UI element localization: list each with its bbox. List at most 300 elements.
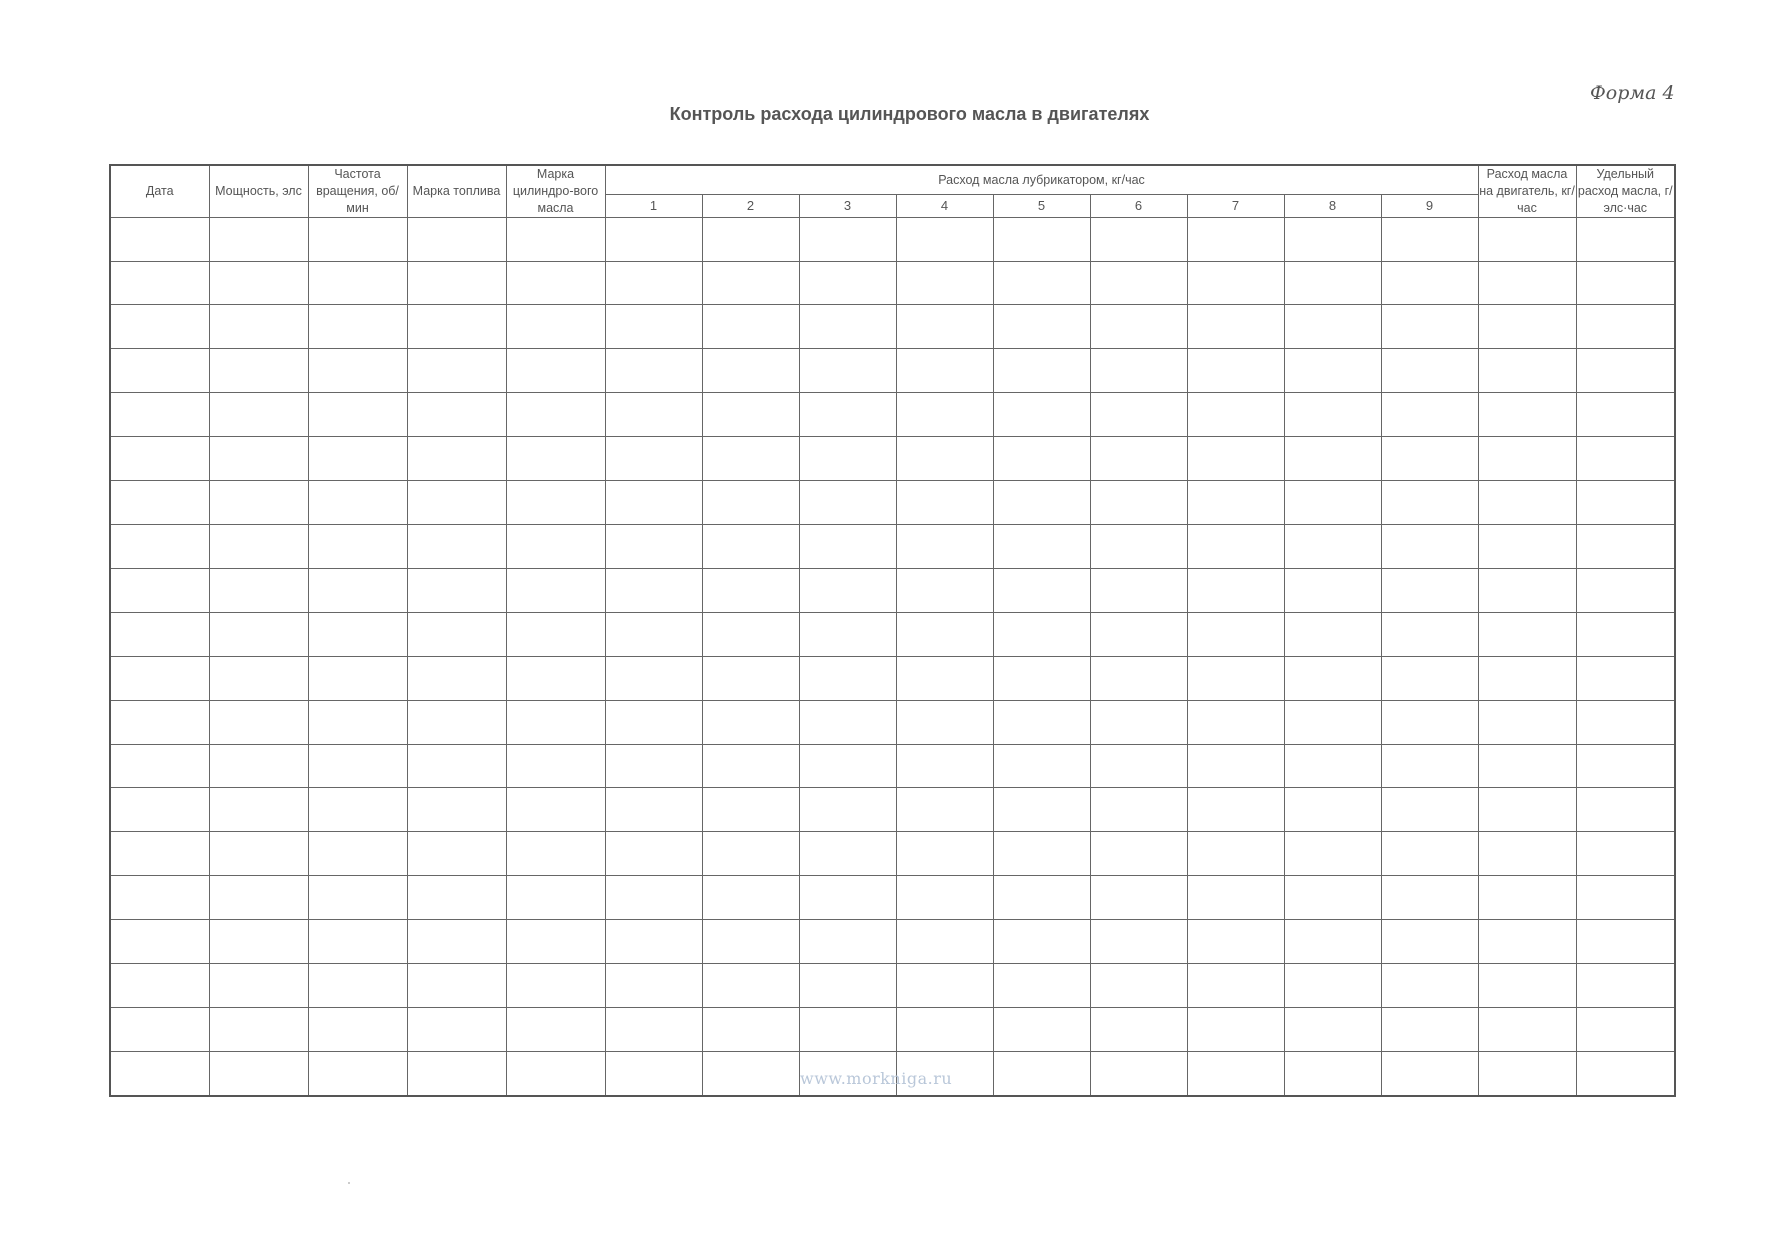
table-cell <box>110 393 209 437</box>
table-cell <box>506 524 605 568</box>
table-cell <box>896 305 993 349</box>
table-cell <box>1478 524 1576 568</box>
table-cell <box>993 964 1090 1008</box>
table-cell <box>1478 349 1576 393</box>
table-cell <box>1576 1051 1675 1096</box>
table-cell <box>506 393 605 437</box>
table-cell <box>1187 305 1284 349</box>
table-cell <box>209 656 308 700</box>
table-cell <box>993 261 1090 305</box>
table-cell <box>1284 920 1381 964</box>
table-cell <box>110 437 209 481</box>
table-cell <box>506 788 605 832</box>
table-cell <box>1187 744 1284 788</box>
table-cell <box>209 349 308 393</box>
table-cell <box>407 393 506 437</box>
header-lubricator-5: 5 <box>993 195 1090 218</box>
table-cell <box>1090 1007 1187 1051</box>
table-cell <box>1090 1051 1187 1096</box>
table-cell <box>1284 700 1381 744</box>
table-cell <box>799 261 896 305</box>
header-lubricator-9: 9 <box>1381 195 1478 218</box>
table-cell <box>896 920 993 964</box>
table-cell <box>209 700 308 744</box>
table-cell <box>209 612 308 656</box>
table-cell <box>799 876 896 920</box>
table-cell <box>110 612 209 656</box>
table-cell <box>506 217 605 261</box>
table-cell <box>1381 393 1478 437</box>
header-date: Дата <box>110 165 209 217</box>
table-row <box>110 1007 1675 1051</box>
table-cell <box>1478 217 1576 261</box>
table-cell <box>1090 744 1187 788</box>
table-cell <box>702 832 799 876</box>
table-cell <box>1284 656 1381 700</box>
table-cell <box>993 1007 1090 1051</box>
table-cell <box>799 217 896 261</box>
table-cell <box>993 788 1090 832</box>
table-cell <box>308 656 407 700</box>
table-cell <box>1187 349 1284 393</box>
table-cell <box>1478 1007 1576 1051</box>
header-rpm: Частота вращения, об/мин <box>308 165 407 217</box>
table-cell <box>1090 920 1187 964</box>
table-cell <box>1381 481 1478 525</box>
table-row <box>110 920 1675 964</box>
table-cell <box>1284 1051 1381 1096</box>
table-cell <box>308 832 407 876</box>
table-cell <box>1478 964 1576 1008</box>
table-cell <box>1187 437 1284 481</box>
table-cell <box>110 568 209 612</box>
table-cell <box>605 700 702 744</box>
table-cell <box>1187 568 1284 612</box>
table-cell <box>799 700 896 744</box>
table-cell <box>605 305 702 349</box>
table-cell <box>1576 920 1675 964</box>
table-row <box>110 305 1675 349</box>
table-cell <box>702 964 799 1008</box>
table-cell <box>1381 1051 1478 1096</box>
table-row <box>110 524 1675 568</box>
table-cell <box>605 349 702 393</box>
table-cell <box>605 437 702 481</box>
table-cell <box>702 261 799 305</box>
table-cell <box>1576 612 1675 656</box>
table-cell <box>799 481 896 525</box>
table-cell <box>506 1051 605 1096</box>
table-cell <box>896 876 993 920</box>
table-cell <box>407 788 506 832</box>
table-cell <box>110 481 209 525</box>
table-cell <box>993 832 1090 876</box>
table-cell <box>1284 305 1381 349</box>
table-cell <box>1187 920 1284 964</box>
header-lubricator-3: 3 <box>799 195 896 218</box>
table-cell <box>209 1051 308 1096</box>
table-cell <box>1187 217 1284 261</box>
table-cell <box>896 393 993 437</box>
table-cell <box>1381 568 1478 612</box>
table-cell <box>702 305 799 349</box>
table-cell <box>605 1007 702 1051</box>
table-cell <box>896 1007 993 1051</box>
table-cell <box>506 261 605 305</box>
table-cell <box>1576 832 1675 876</box>
table-cell <box>209 261 308 305</box>
table-cell <box>1090 612 1187 656</box>
table-cell <box>1284 568 1381 612</box>
table-cell <box>209 305 308 349</box>
table-cell <box>993 700 1090 744</box>
table-cell <box>308 964 407 1008</box>
table-cell <box>993 744 1090 788</box>
table-cell <box>993 612 1090 656</box>
table-cell <box>1284 437 1381 481</box>
table-cell <box>993 305 1090 349</box>
table-cell <box>993 524 1090 568</box>
table-cell <box>308 524 407 568</box>
table-cell <box>308 393 407 437</box>
table-cell <box>993 217 1090 261</box>
table-cell <box>1576 481 1675 525</box>
table-cell <box>1478 656 1576 700</box>
table-cell <box>407 261 506 305</box>
table-cell <box>209 964 308 1008</box>
form-number: Форма 4 <box>1590 82 1675 104</box>
table-cell <box>407 305 506 349</box>
table-cell <box>209 1007 308 1051</box>
table-cell <box>1381 305 1478 349</box>
table-cell <box>506 349 605 393</box>
table-cell <box>308 349 407 393</box>
table-cell <box>209 437 308 481</box>
table-cell <box>1478 612 1576 656</box>
table-cell <box>605 612 702 656</box>
table-body <box>110 217 1675 1096</box>
table-cell <box>209 920 308 964</box>
table-cell <box>1090 261 1187 305</box>
header-lubricator-8: 8 <box>1284 195 1381 218</box>
header-lubricator-2: 2 <box>702 195 799 218</box>
table-cell <box>407 568 506 612</box>
table-cell <box>605 1051 702 1096</box>
table-cell <box>993 481 1090 525</box>
table-cell <box>1187 1051 1284 1096</box>
table-cell <box>506 1007 605 1051</box>
table-cell <box>110 832 209 876</box>
table-cell <box>702 349 799 393</box>
table-cell <box>1381 524 1478 568</box>
table-cell <box>702 920 799 964</box>
table-cell <box>799 788 896 832</box>
table-cell <box>993 568 1090 612</box>
table-cell <box>407 481 506 525</box>
table-cell <box>993 437 1090 481</box>
table-cell <box>799 744 896 788</box>
header-fuel-grade: Марка топлива <box>407 165 506 217</box>
table-cell <box>702 612 799 656</box>
table-cell <box>605 261 702 305</box>
table-cell <box>702 876 799 920</box>
table-cell <box>1381 700 1478 744</box>
table-cell <box>308 261 407 305</box>
table-cell <box>1284 744 1381 788</box>
table-cell <box>1090 700 1187 744</box>
table-cell <box>1381 656 1478 700</box>
table-cell <box>308 481 407 525</box>
table-cell <box>1576 305 1675 349</box>
table-cell <box>209 832 308 876</box>
page-title: Контроль расхода цилиндрового масла в двигателях <box>669 104 1150 124</box>
table-cell <box>1576 217 1675 261</box>
table-cell <box>1576 349 1675 393</box>
table-cell <box>1576 568 1675 612</box>
table-cell <box>1090 349 1187 393</box>
header-engine-consumption: Расход масла на двигатель, кг/час <box>1478 165 1576 217</box>
table-cell <box>1381 217 1478 261</box>
table-cell <box>1090 393 1187 437</box>
scan-speck <box>348 1182 350 1184</box>
table-row <box>110 700 1675 744</box>
header-lubricator-1: 1 <box>605 195 702 218</box>
table-cell <box>110 700 209 744</box>
table-cell <box>799 349 896 393</box>
table-cell <box>799 612 896 656</box>
table-cell <box>1187 261 1284 305</box>
table-cell <box>896 568 993 612</box>
table-cell <box>1576 1007 1675 1051</box>
table-cell <box>1284 788 1381 832</box>
table-cell <box>799 568 896 612</box>
table-cell <box>896 437 993 481</box>
table-cell <box>993 1051 1090 1096</box>
table-cell <box>1478 437 1576 481</box>
table-cell <box>1187 964 1284 1008</box>
table-cell <box>1478 744 1576 788</box>
table-cell <box>1187 876 1284 920</box>
table-cell <box>308 876 407 920</box>
table-cell <box>1187 481 1284 525</box>
table-cell <box>110 788 209 832</box>
table-cell <box>896 832 993 876</box>
table-cell <box>702 437 799 481</box>
table-cell <box>308 700 407 744</box>
table-cell <box>209 217 308 261</box>
header-lubricator-4: 4 <box>896 195 993 218</box>
table-cell <box>1381 920 1478 964</box>
table-cell <box>1576 788 1675 832</box>
table-cell <box>1187 700 1284 744</box>
table-cell <box>1284 1007 1381 1051</box>
table-cell <box>1478 920 1576 964</box>
table-cell <box>1576 700 1675 744</box>
table-cell <box>506 700 605 744</box>
table-cell <box>702 217 799 261</box>
table-cell <box>1284 393 1381 437</box>
table-cell <box>1187 524 1284 568</box>
table-cell <box>1381 349 1478 393</box>
table-cell <box>1478 1051 1576 1096</box>
table-cell <box>110 1051 209 1096</box>
table-cell <box>702 524 799 568</box>
table-cell <box>702 1051 799 1096</box>
table-cell <box>1478 832 1576 876</box>
table-cell <box>308 920 407 964</box>
table-cell <box>605 876 702 920</box>
table-cell <box>896 964 993 1008</box>
table-cell <box>993 656 1090 700</box>
table-cell <box>1478 700 1576 744</box>
table-cell <box>1576 656 1675 700</box>
table-cell <box>407 832 506 876</box>
table-cell <box>110 524 209 568</box>
table-cell <box>506 964 605 1008</box>
table-cell <box>1090 832 1187 876</box>
table-cell <box>506 612 605 656</box>
table-cell <box>308 1051 407 1096</box>
table-cell <box>209 393 308 437</box>
table-cell <box>1381 964 1478 1008</box>
table-cell <box>896 700 993 744</box>
table-cell <box>1284 524 1381 568</box>
table-cell <box>1576 744 1675 788</box>
table-cell <box>605 481 702 525</box>
table-cell <box>308 744 407 788</box>
table-row <box>110 437 1675 481</box>
table-cell <box>506 305 605 349</box>
table-row <box>110 656 1675 700</box>
table-row <box>110 393 1675 437</box>
table-cell <box>110 964 209 1008</box>
table-cell <box>1090 217 1187 261</box>
table-row <box>110 261 1675 305</box>
table-cell <box>896 217 993 261</box>
header-lubricator-6: 6 <box>1090 195 1187 218</box>
table-cell <box>1090 964 1187 1008</box>
table-cell <box>1090 437 1187 481</box>
table-cell <box>1090 568 1187 612</box>
table-cell <box>605 393 702 437</box>
table-cell <box>799 1007 896 1051</box>
table-cell <box>407 349 506 393</box>
table-cell <box>1187 612 1284 656</box>
table-cell <box>1090 876 1187 920</box>
table-cell <box>1090 481 1187 525</box>
table-cell <box>896 261 993 305</box>
table-cell <box>308 217 407 261</box>
table-cell <box>896 788 993 832</box>
table-row <box>110 744 1675 788</box>
table-cell <box>993 876 1090 920</box>
table-cell <box>506 832 605 876</box>
table-cell <box>1284 481 1381 525</box>
watermark: www.morkniga.ru <box>800 1069 953 1088</box>
table-cell <box>1381 788 1478 832</box>
table-cell <box>1284 261 1381 305</box>
table-cell <box>605 920 702 964</box>
table-cell <box>1187 656 1284 700</box>
table-row <box>110 612 1675 656</box>
table-cell <box>209 788 308 832</box>
table-cell <box>605 524 702 568</box>
table-cell <box>506 568 605 612</box>
table-cell <box>799 437 896 481</box>
table-cell <box>1090 788 1187 832</box>
table-cell <box>1381 437 1478 481</box>
table-cell <box>1478 261 1576 305</box>
table-cell <box>1187 1007 1284 1051</box>
table-cell <box>1381 1007 1478 1051</box>
table-cell <box>605 217 702 261</box>
table-row <box>110 481 1675 525</box>
table-cell <box>1381 832 1478 876</box>
table-cell <box>702 481 799 525</box>
header-lubricator-group: Расход масла лубрикатором, кг/час <box>605 165 1478 195</box>
table-cell <box>799 656 896 700</box>
table-cell <box>407 1051 506 1096</box>
table-cell <box>702 656 799 700</box>
table-cell <box>110 349 209 393</box>
table-cell <box>1187 788 1284 832</box>
table-cell <box>993 393 1090 437</box>
table-cell <box>1478 481 1576 525</box>
table-cell <box>702 568 799 612</box>
table-cell <box>896 612 993 656</box>
table-cell <box>702 1007 799 1051</box>
table-cell <box>1381 612 1478 656</box>
table-cell <box>110 305 209 349</box>
table-row <box>110 876 1675 920</box>
table-cell <box>1381 261 1478 305</box>
table-cell <box>1576 524 1675 568</box>
table-cell <box>110 656 209 700</box>
table-cell <box>407 1007 506 1051</box>
table-cell <box>1284 832 1381 876</box>
table-cell <box>308 305 407 349</box>
header-power: Мощность, элс <box>209 165 308 217</box>
table-cell <box>605 964 702 1008</box>
table-cell <box>1187 393 1284 437</box>
table-cell <box>110 920 209 964</box>
table-cell <box>209 568 308 612</box>
table-cell <box>1284 876 1381 920</box>
table-cell <box>407 656 506 700</box>
table-cell <box>110 261 209 305</box>
table-row <box>110 964 1675 1008</box>
table-cell <box>110 1007 209 1051</box>
table-cell <box>1284 349 1381 393</box>
table-cell <box>407 744 506 788</box>
table-row <box>110 349 1675 393</box>
table-cell <box>308 1007 407 1051</box>
table-cell <box>605 744 702 788</box>
table-cell <box>308 788 407 832</box>
table-cell <box>308 568 407 612</box>
table-cell <box>308 612 407 656</box>
table-cell <box>209 744 308 788</box>
table-cell <box>506 481 605 525</box>
table-row <box>110 217 1675 261</box>
table-cell <box>110 876 209 920</box>
table-cell <box>110 217 209 261</box>
table-cell <box>407 964 506 1008</box>
table-cell <box>702 393 799 437</box>
table-cell <box>702 788 799 832</box>
table-cell <box>993 349 1090 393</box>
header-oil-grade: Марка цилиндро-вого масла <box>506 165 605 217</box>
